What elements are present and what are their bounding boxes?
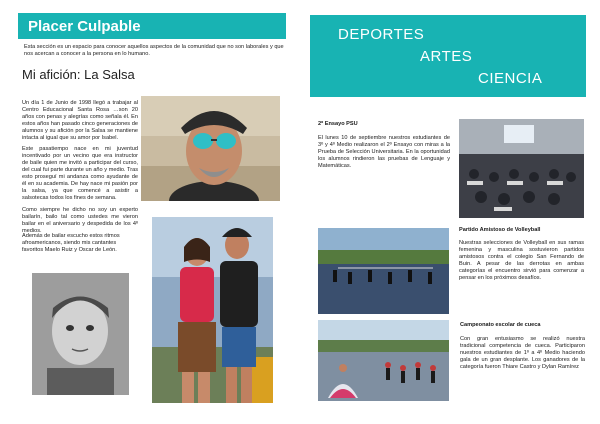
paragraph-4: Además de bailar escucho estos ritmos afroamericanos, siendo mis cantantes favoritos Maelo Ruiz y Oscar de León. — [22, 233, 120, 253]
left-banner-title: Placer Culpable — [28, 18, 141, 35]
left-title-banner — [18, 13, 286, 39]
psu-title: 2º Ensayo PSU — [318, 121, 358, 127]
right-title-banner — [310, 15, 586, 97]
volleyball-text: Nuestras selecciones de Volleyball en sus ramas femenina y masculina sostuvieron partidos amistosos contra el colegio San Fernando de Buin. A pesar de las derrotas en ambas categorías el encuentro sirvió para comenzar a pensar en los próximos desafíos. — [459, 240, 584, 281]
banner-line-artes: ARTES — [420, 48, 473, 65]
paragraph-3: Como siempre he dicho no soy un experto bailarín, bailo tal como ustedes me vieron bailar en el aniversario y despedida de los 4º medios. — [22, 207, 138, 234]
volleyball-title: Partido Amistoso de Volleyball — [459, 227, 541, 233]
couple-photo — [152, 217, 273, 403]
man-with-sunglasses-photo — [141, 96, 280, 201]
cueca-title: Campeonato escolar de cueca — [460, 322, 541, 328]
banner-line-deportes: DEPORTES — [338, 26, 425, 43]
boy-portrait-photo — [32, 273, 129, 395]
cueca-text: Con gran entusiasmo se realizó nuestra tradicional competencia de cueca. Participaron nuestros estudiantes de 1º a 4º Medio haciendo gala de un gran desplante. Los ganadores de la categoría fueron Thiare Castro y Dylan Ramírez — [460, 336, 585, 370]
banner-line-ciencia: CIENCIA — [478, 70, 543, 87]
cueca-dance-photo — [318, 320, 449, 401]
section-subtitle: Mi afición: La Salsa — [22, 67, 135, 82]
volleyball-court-photo — [318, 228, 449, 314]
psu-text: El lunes 10 de septiembre nuestros estudiantes de 3º y 4º Medio realizaron el 2º Ensayo con miras a la Prueba de Selección Universitaria. En la oportunidad los alumnos rindieron las pruebas de Lenguaje y Matemáticas. — [318, 135, 450, 169]
paragraph-1: Un día 1 de Junio de 1998 llegó a trabajar al Centro Educacional Santa Rosa …son 20 años con penas y alegrías como señala él. En estos años han pasado cinco generaciones de alumnos y su afición por la Salsa se mantiene intacta al igual que su amor por Isabel. — [22, 100, 138, 141]
intro-text: Esta sección es un espacio para conocer aquellos aspectos de la comunidad que no son laborales y que nos acercan a conocer a la persona en lo humano. — [24, 44, 284, 57]
paragraph-2: Este pasatiempo nace en mi juventud incentivado por un vecino que era instructor de baile quien me invitó a participar del curso, del cual fui parte durante un año y medio. Tras esto proseguí mi andanza como ayudante de él en su academia. De hay nace mi pasión por la salsa, ya que comencé a asistir a salsotecas todos los fines de semana. — [22, 146, 138, 201]
exam-hall-photo — [459, 119, 584, 218]
